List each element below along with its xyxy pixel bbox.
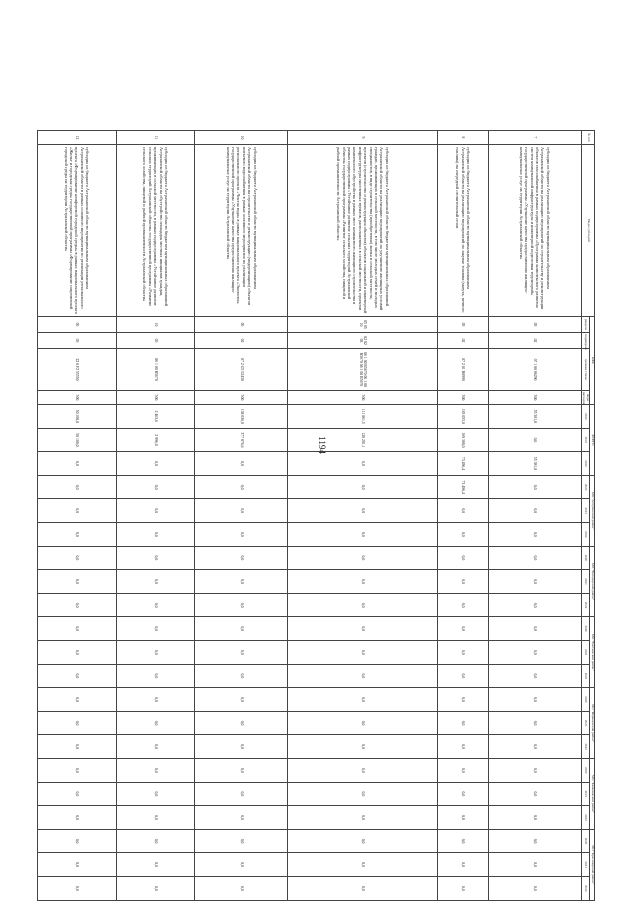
subsidy-name: субсидия из бюджета Астраханской области муниципальным образованиям Астраханской области на строительство и реконструкцию (модернизацию) объектов питьевого водоснабжения в рамках основного мероприятия по реализации регионального проекта «Чистая вода» в рамках национального проекта «Экология» государственной программы «Улучшение качества предоставления жилищно-коммунальных услуг на территории Астраханской области» — [195, 145, 288, 317]
header-year: 2022 — [581, 664, 589, 688]
amount-cell: 0,0 — [488, 664, 581, 688]
header-year: 2021 — [581, 782, 589, 806]
header-year: 2022 — [581, 806, 589, 830]
kbk-razdel: 05 — [438, 317, 488, 333]
amount-cell: 0,0 — [116, 593, 195, 617]
amount-cell: 73 496,4 — [438, 452, 488, 476]
amount-cell: 2 996,0 — [116, 428, 195, 452]
amount-cell: 0,0 — [116, 735, 195, 759]
amount-cell: 0,0 — [37, 664, 116, 688]
rotated-table-container — [45, 130, 595, 890]
kbk-podrazdel: 03 — [37, 333, 116, 349]
header-group-volodarsky: МО "Володарский район" — [590, 546, 595, 617]
amount-cell: 0,0 — [195, 452, 288, 476]
header-year: 2021 — [581, 641, 589, 665]
amount-cell: 0,0 — [488, 428, 581, 452]
header-year: 2021 — [581, 428, 589, 452]
amount-cell: 0,0 — [438, 617, 488, 641]
amount-cell: 0,0 — [288, 523, 438, 547]
amount-cell: 0,0 — [288, 617, 438, 641]
table-row — [288, 131, 438, 901]
amount-cell: 0,0 — [288, 735, 438, 759]
header-year: 2020 — [581, 405, 589, 429]
amount-cell: 0,0 — [195, 617, 288, 641]
amount-cell: 0,0 — [195, 876, 288, 900]
header-group-ikryaninsky: МО "Икрянинский район" — [590, 688, 595, 759]
subsidy-name: субсидия из бюджета Астраханской области бюджетам муниципальных образований Астраханской области на реализацию мероприятий по улучшению жилищных условий граждан, проживающих в сельской местности, в том числе молодых семей и молодых специалистов, в виде строительства (приобретения) жилья в сельской местности, проектов (строительство и реконструкция объектов) объектов социальной и инженерной инфраструктуры населенных пунктов, расположенных в сельской местности, проектов комплексного обустройства в рамках мест компактного жилищного строительства в рамках подпрограммы «Устойчивое развитие сельских территорий Астраханской области» государственной программы «Развитие сельского хозяйства, пищевой и рыбной промышленности Астраханской области» — [288, 145, 438, 317]
header-year: 2020 — [581, 829, 589, 853]
kbk-vid-rashodov: 500 — [37, 391, 116, 405]
amount-cell: 0,0 — [488, 876, 581, 900]
amount-cell: 0,0 — [488, 782, 581, 806]
subsidy-name: субсидия из бюджета Астраханской области бюджетам муниципальных образований Астраханской области на обустройство площадок местных инициатив граждан, проживающих в сельской местности, в рамках подпрограммы «Устойчивое развитие сельских территорий Астраханской области» государственной программы «Развитие сельского хозяйства, пищевой и рыбной промышленности Астраханской области» — [116, 145, 195, 317]
amount-cell: 0,0 — [37, 570, 116, 594]
header-year: 2022 — [581, 735, 589, 759]
amount-cell: 0,0 — [37, 711, 116, 735]
amount-cell: 0,0 — [288, 758, 438, 782]
amount-cell: 0,0 — [37, 829, 116, 853]
amount-cell: 0,0 — [488, 829, 581, 853]
amount-cell: 0,0 — [488, 570, 581, 594]
row-number: 7 — [488, 131, 581, 145]
header-kbk-podrazdely: подразделы — [581, 333, 589, 349]
amount-cell: 0,0 — [488, 806, 581, 830]
header-group-krasnoyarsky: МО "Красноярский район" — [590, 829, 595, 900]
amount-cell: 0,0 — [195, 829, 288, 853]
amount-cell: 0,0 — [438, 499, 488, 523]
amount-cell: 0,0 — [195, 593, 288, 617]
kbk-razdel: 05 — [488, 317, 581, 333]
amount-cell: 0,0 — [195, 570, 288, 594]
amount-cell: 0,0 — [116, 758, 195, 782]
amount-cell: 0,0 — [438, 853, 488, 877]
kbk-vid-rashodov: 500 — [116, 391, 195, 405]
row-number: 11 — [116, 131, 195, 145]
amount-cell: 0,0 — [488, 499, 581, 523]
table-body — [37, 131, 581, 901]
header-year: 2022 — [581, 452, 589, 476]
row-number: 10 — [195, 131, 288, 145]
amount-cell: 0,0 — [438, 876, 488, 900]
kbk-razdel: 05 — [37, 317, 116, 333]
amount-cell: 0,0 — [116, 523, 195, 547]
amount-cell: 50 100,0 — [37, 405, 116, 429]
subsidies-table — [37, 130, 595, 901]
amount-cell: 73 496,4 — [438, 475, 488, 499]
subsidy-name: субсидия из бюджета Астраханской области муниципальным образованиям Астраханской области на реализацию мероприятий по закупке топлива (мазута, печного топлива) на очередной отопительный сезон — [438, 145, 488, 317]
amount-cell: 0,0 — [116, 641, 195, 665]
amount-cell: 0,0 — [195, 782, 288, 806]
amount-cell: 0,0 — [488, 711, 581, 735]
header-year: 2021 — [581, 570, 589, 594]
amount-cell: 0,0 — [116, 452, 195, 476]
amount-cell: 0,0 — [37, 688, 116, 712]
amount-cell: 0,0 — [288, 688, 438, 712]
kbk-podrazdel: 03 — [116, 333, 195, 349]
header-group-akhtubinsky: МО "Ахтубинский район" — [590, 475, 595, 546]
amount-cell: 0,0 — [438, 546, 488, 570]
amount-cell: 0,0 — [438, 688, 488, 712]
subsidy-name: субсидия из бюджета Астраханской области муниципальным образованиям Астраханской области в рамках основного мероприятия по реализации регионального проекта «Формирование комфортной городской среды» в рамках национального проекта «Жилье и городская среда» государственной программы «Формирование современной городской среды на территории Астраханской области» — [37, 145, 116, 317]
kbk-razdel: 05 — [195, 317, 288, 333]
amount-cell: 0,0 — [488, 641, 581, 665]
amount-cell: 0,0 — [37, 641, 116, 665]
kbk-razdel: 05 05 10 — [288, 317, 438, 333]
amount-cell: 0,0 — [288, 475, 438, 499]
kbk-razdel: 10 — [116, 317, 195, 333]
amount-cell: 0,0 — [37, 475, 116, 499]
amount-cell: 0,0 — [488, 853, 581, 877]
amount-cell: 0,0 — [438, 641, 488, 665]
header-kbk: КБК — [590, 317, 595, 405]
header-row-1 — [590, 131, 595, 901]
amount-cell: 169 300,0 — [438, 428, 488, 452]
amount-cell: 0,0 — [438, 735, 488, 759]
amount-cell: 377 876,6 — [195, 428, 288, 452]
amount-cell: 0,0 — [37, 853, 116, 877]
amount-cell: 0,0 — [195, 664, 288, 688]
row-number: 9 — [288, 131, 438, 145]
amount-cell: 0,0 — [438, 806, 488, 830]
amount-cell: 0,0 — [116, 806, 195, 830]
amount-cell: 120 201,1 — [288, 428, 438, 452]
kbk-vid-rashodov: 500 — [488, 391, 581, 405]
table-row — [37, 131, 116, 901]
header-year: 2022 — [581, 593, 589, 617]
amount-cell: 0,0 — [116, 546, 195, 570]
amount-cell: 183 055,0 — [438, 405, 488, 429]
amount-cell: 0,0 — [438, 570, 488, 594]
kbk-celevaya-statya: 07 2 G5 52430 — [195, 349, 288, 391]
amount-cell: 0,0 — [288, 853, 438, 877]
kbk-podrazdel: 02 — [438, 333, 488, 349]
header-year: 2021 — [581, 499, 589, 523]
kbk-podrazdel: 02 02 03 — [288, 333, 438, 349]
amount-cell: 0,0 — [288, 806, 438, 830]
amount-cell: 0,0 — [488, 758, 581, 782]
header-group-kamyzyaksky: МО "Камызякский район" — [590, 758, 595, 829]
kbk-podrazdel: 02 — [195, 333, 288, 349]
amount-cell: 0,0 — [116, 499, 195, 523]
amount-cell: 0,0 — [195, 641, 288, 665]
amount-cell: 0,0 — [488, 593, 581, 617]
header-name: Виды субсидий — [581, 145, 594, 317]
header-kbk-celevye: целевые статьи — [581, 349, 589, 391]
amount-cell: 0,0 — [288, 711, 438, 735]
amount-cell: 0,0 — [37, 806, 116, 830]
amount-cell: 0,0 — [488, 475, 581, 499]
amount-cell: 0,0 — [37, 499, 116, 523]
amount-cell: 0,0 — [37, 593, 116, 617]
amount-cell: 0,0 — [488, 688, 581, 712]
amount-cell: 0,0 — [288, 452, 438, 476]
header-num: № п/п — [581, 131, 594, 145]
amount-cell: 0,0 — [288, 664, 438, 688]
amount-cell: 0,0 — [288, 829, 438, 853]
header-group-enotaevsky: МО "Енотаевский район" — [590, 617, 595, 688]
kbk-podrazdel: 02 — [488, 333, 581, 349]
header-year: 2020 — [581, 546, 589, 570]
kbk-celevaya-statya: 06 1 00 R5670 — [116, 349, 195, 391]
amount-cell: 0,0 — [195, 853, 288, 877]
amount-cell: 0,0 — [438, 829, 488, 853]
amount-cell: 0,0 — [195, 711, 288, 735]
amount-cell: 0,0 — [37, 523, 116, 547]
amount-cell: 0,0 — [488, 523, 581, 547]
amount-cell: 0,0 — [116, 782, 195, 806]
amount-cell: 0,0 — [116, 617, 195, 641]
amount-cell: 0,0 — [438, 782, 488, 806]
kbk-celevaya-statya: 07 1 00 86290 — [488, 349, 581, 391]
amount-cell: 0,0 — [37, 546, 116, 570]
amount-cell: 0,0 — [488, 546, 581, 570]
header-year: 2020 — [581, 617, 589, 641]
amount-cell: 0,0 — [288, 782, 438, 806]
table-row — [438, 131, 488, 901]
amount-cell: 0,0 — [438, 523, 488, 547]
amount-cell: 0,0 — [288, 641, 438, 665]
amount-cell: 55 381,8 — [488, 452, 581, 476]
amount-cell: 0,0 — [438, 711, 488, 735]
amount-cell: 0,0 — [195, 758, 288, 782]
amount-cell: 0,0 — [438, 758, 488, 782]
amount-cell: 0,0 — [37, 758, 116, 782]
header-kbk-razdely: разделы — [581, 317, 589, 333]
amount-cell: 0,0 — [438, 664, 488, 688]
amount-cell: 0,0 — [195, 546, 288, 570]
header-year: 2021 — [581, 853, 589, 877]
amount-cell: 0,0 — [488, 735, 581, 759]
amount-cell: 0,0 — [116, 829, 195, 853]
amount-cell: 0,0 — [116, 688, 195, 712]
header-year: 2020 — [581, 475, 589, 499]
header-year: 2021 — [581, 711, 589, 735]
amount-cell: 50 100,0 — [37, 428, 116, 452]
header-year: 2020 — [581, 688, 589, 712]
amount-cell: 0,0 — [195, 806, 288, 830]
header-year: 2020 — [581, 758, 589, 782]
subsidy-name: субсидия из бюджета Астраханской области муниципальным образованиям Астраханской области на реализацию мероприятий по строительству и реконструкции объектов газоснабжения в рамках подпрограммы «Программа комплексного развития систем коммунальной инфраструктуры и инженерной подготовки территорий» государственной программы «Улучшение качества предоставления жилищно-коммунальных услуг на территории Астраханской области» — [488, 145, 581, 317]
amount-cell: 138 036,8 — [195, 405, 288, 429]
amount-cell: 111 861,5 — [288, 405, 438, 429]
amount-cell: 0,0 — [195, 735, 288, 759]
row-number: 8 — [438, 131, 488, 145]
amount-cell: 0,0 — [195, 475, 288, 499]
table-row — [488, 131, 581, 901]
kbk-vid-rashodov: 500 — [438, 391, 488, 405]
amount-cell: 0,0 — [488, 617, 581, 641]
amount-cell: 2 463,6 — [116, 405, 195, 429]
header-year: 2022 — [581, 876, 589, 900]
amount-cell: 0,0 — [116, 853, 195, 877]
amount-cell: 0,0 — [288, 876, 438, 900]
amount-cell: 0,0 — [288, 570, 438, 594]
amount-cell: 0,0 — [288, 499, 438, 523]
amount-cell: 0,0 — [195, 523, 288, 547]
table-row — [116, 131, 195, 901]
table-row — [195, 131, 288, 901]
amount-cell: 0,0 — [37, 782, 116, 806]
kbk-celevaya-statya: 22 0 F2 55550 — [37, 349, 116, 391]
amount-cell: 0,0 — [116, 711, 195, 735]
amount-cell: 0,0 — [116, 876, 195, 900]
amount-cell: 0,0 — [288, 593, 438, 617]
amount-cell: 0,0 — [37, 617, 116, 641]
amount-cell: 0,0 — [288, 546, 438, 570]
kbk-celevaya-statya: 07 2 01 R0990 — [438, 349, 488, 391]
amount-cell: 0,0 — [116, 664, 195, 688]
amount-cell: 0,0 — [195, 499, 288, 523]
header-group-total: ВСЕГО — [590, 405, 595, 476]
page-number: 1194 — [317, 436, 327, 454]
row-number: 12 — [37, 131, 116, 145]
amount-cell: 0,0 — [116, 475, 195, 499]
header-year: 2022 — [581, 523, 589, 547]
amount-cell: 0,0 — [116, 570, 195, 594]
kbk-celevaya-statya: 06 1 00 R5670 06 1 00 R5670 06 1 00 R5670 — [288, 349, 438, 391]
amount-cell: 0,0 — [37, 452, 116, 476]
amount-cell: 0,0 — [438, 593, 488, 617]
amount-cell: 0,0 — [37, 876, 116, 900]
amount-cell: 0,0 — [195, 688, 288, 712]
amount-cell: 0,0 — [37, 735, 116, 759]
amount-cell: 55 381,8 — [488, 405, 581, 429]
kbk-vid-rashodov: 500 — [288, 391, 438, 405]
kbk-vid-rashodov: 500 — [195, 391, 288, 405]
header-kbk-vidy: виды расходов — [582, 392, 591, 405]
